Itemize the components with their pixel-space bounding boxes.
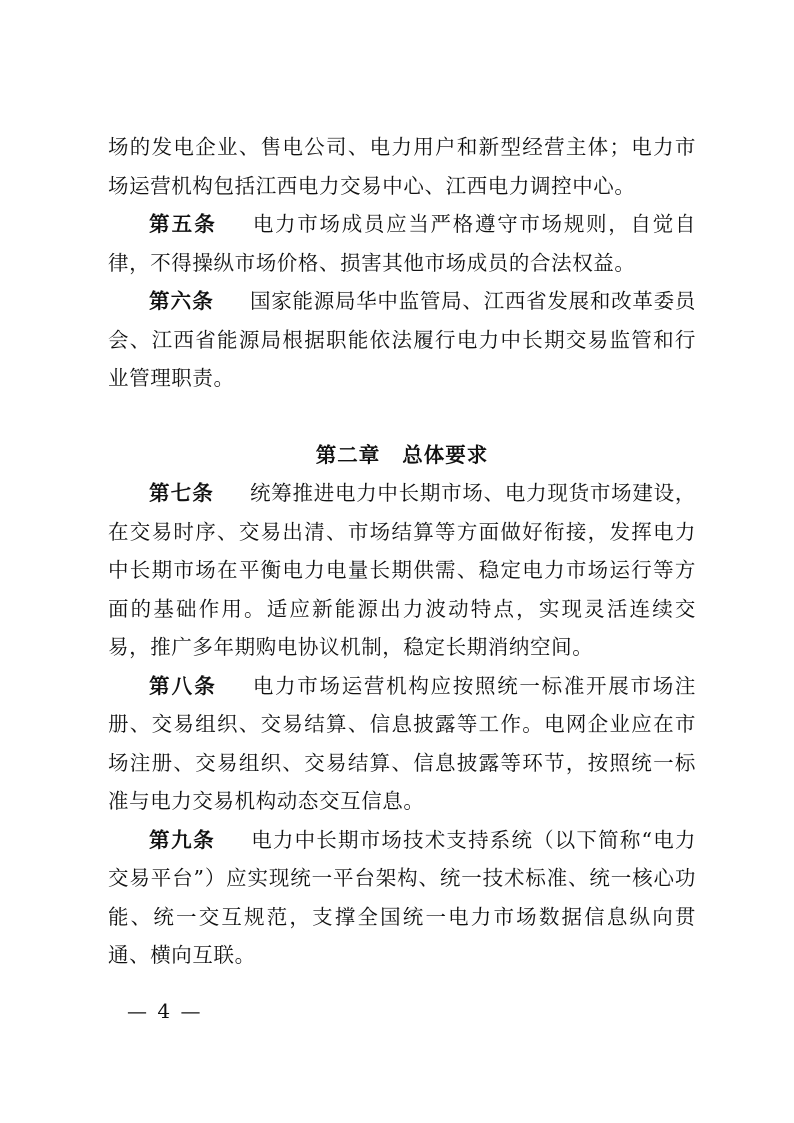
article-text: 电力市场成员应当严格遵守市场规则，自觉自律，不得操纵市场价格、损害其他市场成员的合法权益。 <box>108 212 697 275</box>
chapter-heading <box>108 436 696 475</box>
article-text: 国家能源局华中监管局、江西省发展和改革委员会、江西省能源局根据职能依法履行电力中长期交易监管和行业管理职责。 <box>108 289 697 390</box>
article-8 <box>108 667 696 821</box>
page-number: — 4 — <box>127 999 203 1023</box>
article-text: 电力中长期市场技术支持系统（以下简称“电力交易平台”）应实现统一平台架构、统一技术标准、统一核心功能、统一交互规范，支撑全国统一电力市场数据信息纵向贯通、横向互联。 <box>108 827 696 967</box>
article-7 <box>108 474 696 667</box>
chapter-title: 总体要求 <box>402 442 489 467</box>
article-label: 第九条 <box>149 827 216 852</box>
article-label: 第七条 <box>149 481 214 505</box>
article-label: 第五条 <box>149 212 217 236</box>
document-body <box>108 128 696 975</box>
article-text: 电力市场运营机构应按照统一标准开展市场注册、交易组织、交易结算、信息披露等工作。电网企业应在市场注册、交易组织、交易结算、信息披露等环节，按照统一标准与电力交易机构动态交互信息。 <box>108 673 697 813</box>
article-text: 统筹推进电力中长期市场、电力现货市场建设，在交易时序、交易出清、市场结算等方面做好衔接，发挥电力中长期市场在平衡电力电量长期供需、稳定电力市场运行等方面的基础作用。适应新能源出力波动特点，实现灵活连续交易，推广多年期购电协议机制，稳定长期消纳空间。 <box>108 481 697 659</box>
article-6 <box>108 282 696 398</box>
article-9 <box>108 821 696 975</box>
article-label: 第六条 <box>149 289 214 313</box>
paragraph-continuation <box>108 128 696 205</box>
article-5 <box>108 205 696 282</box>
chapter-number: 第二章 <box>315 442 381 467</box>
paragraph-text: 场的发电企业、售电公司、电力用户和新型经营主体；电力市场运营机构包括江西电力交易中心、江西电力调控中心。 <box>108 135 696 198</box>
article-label: 第八条 <box>149 673 217 698</box>
